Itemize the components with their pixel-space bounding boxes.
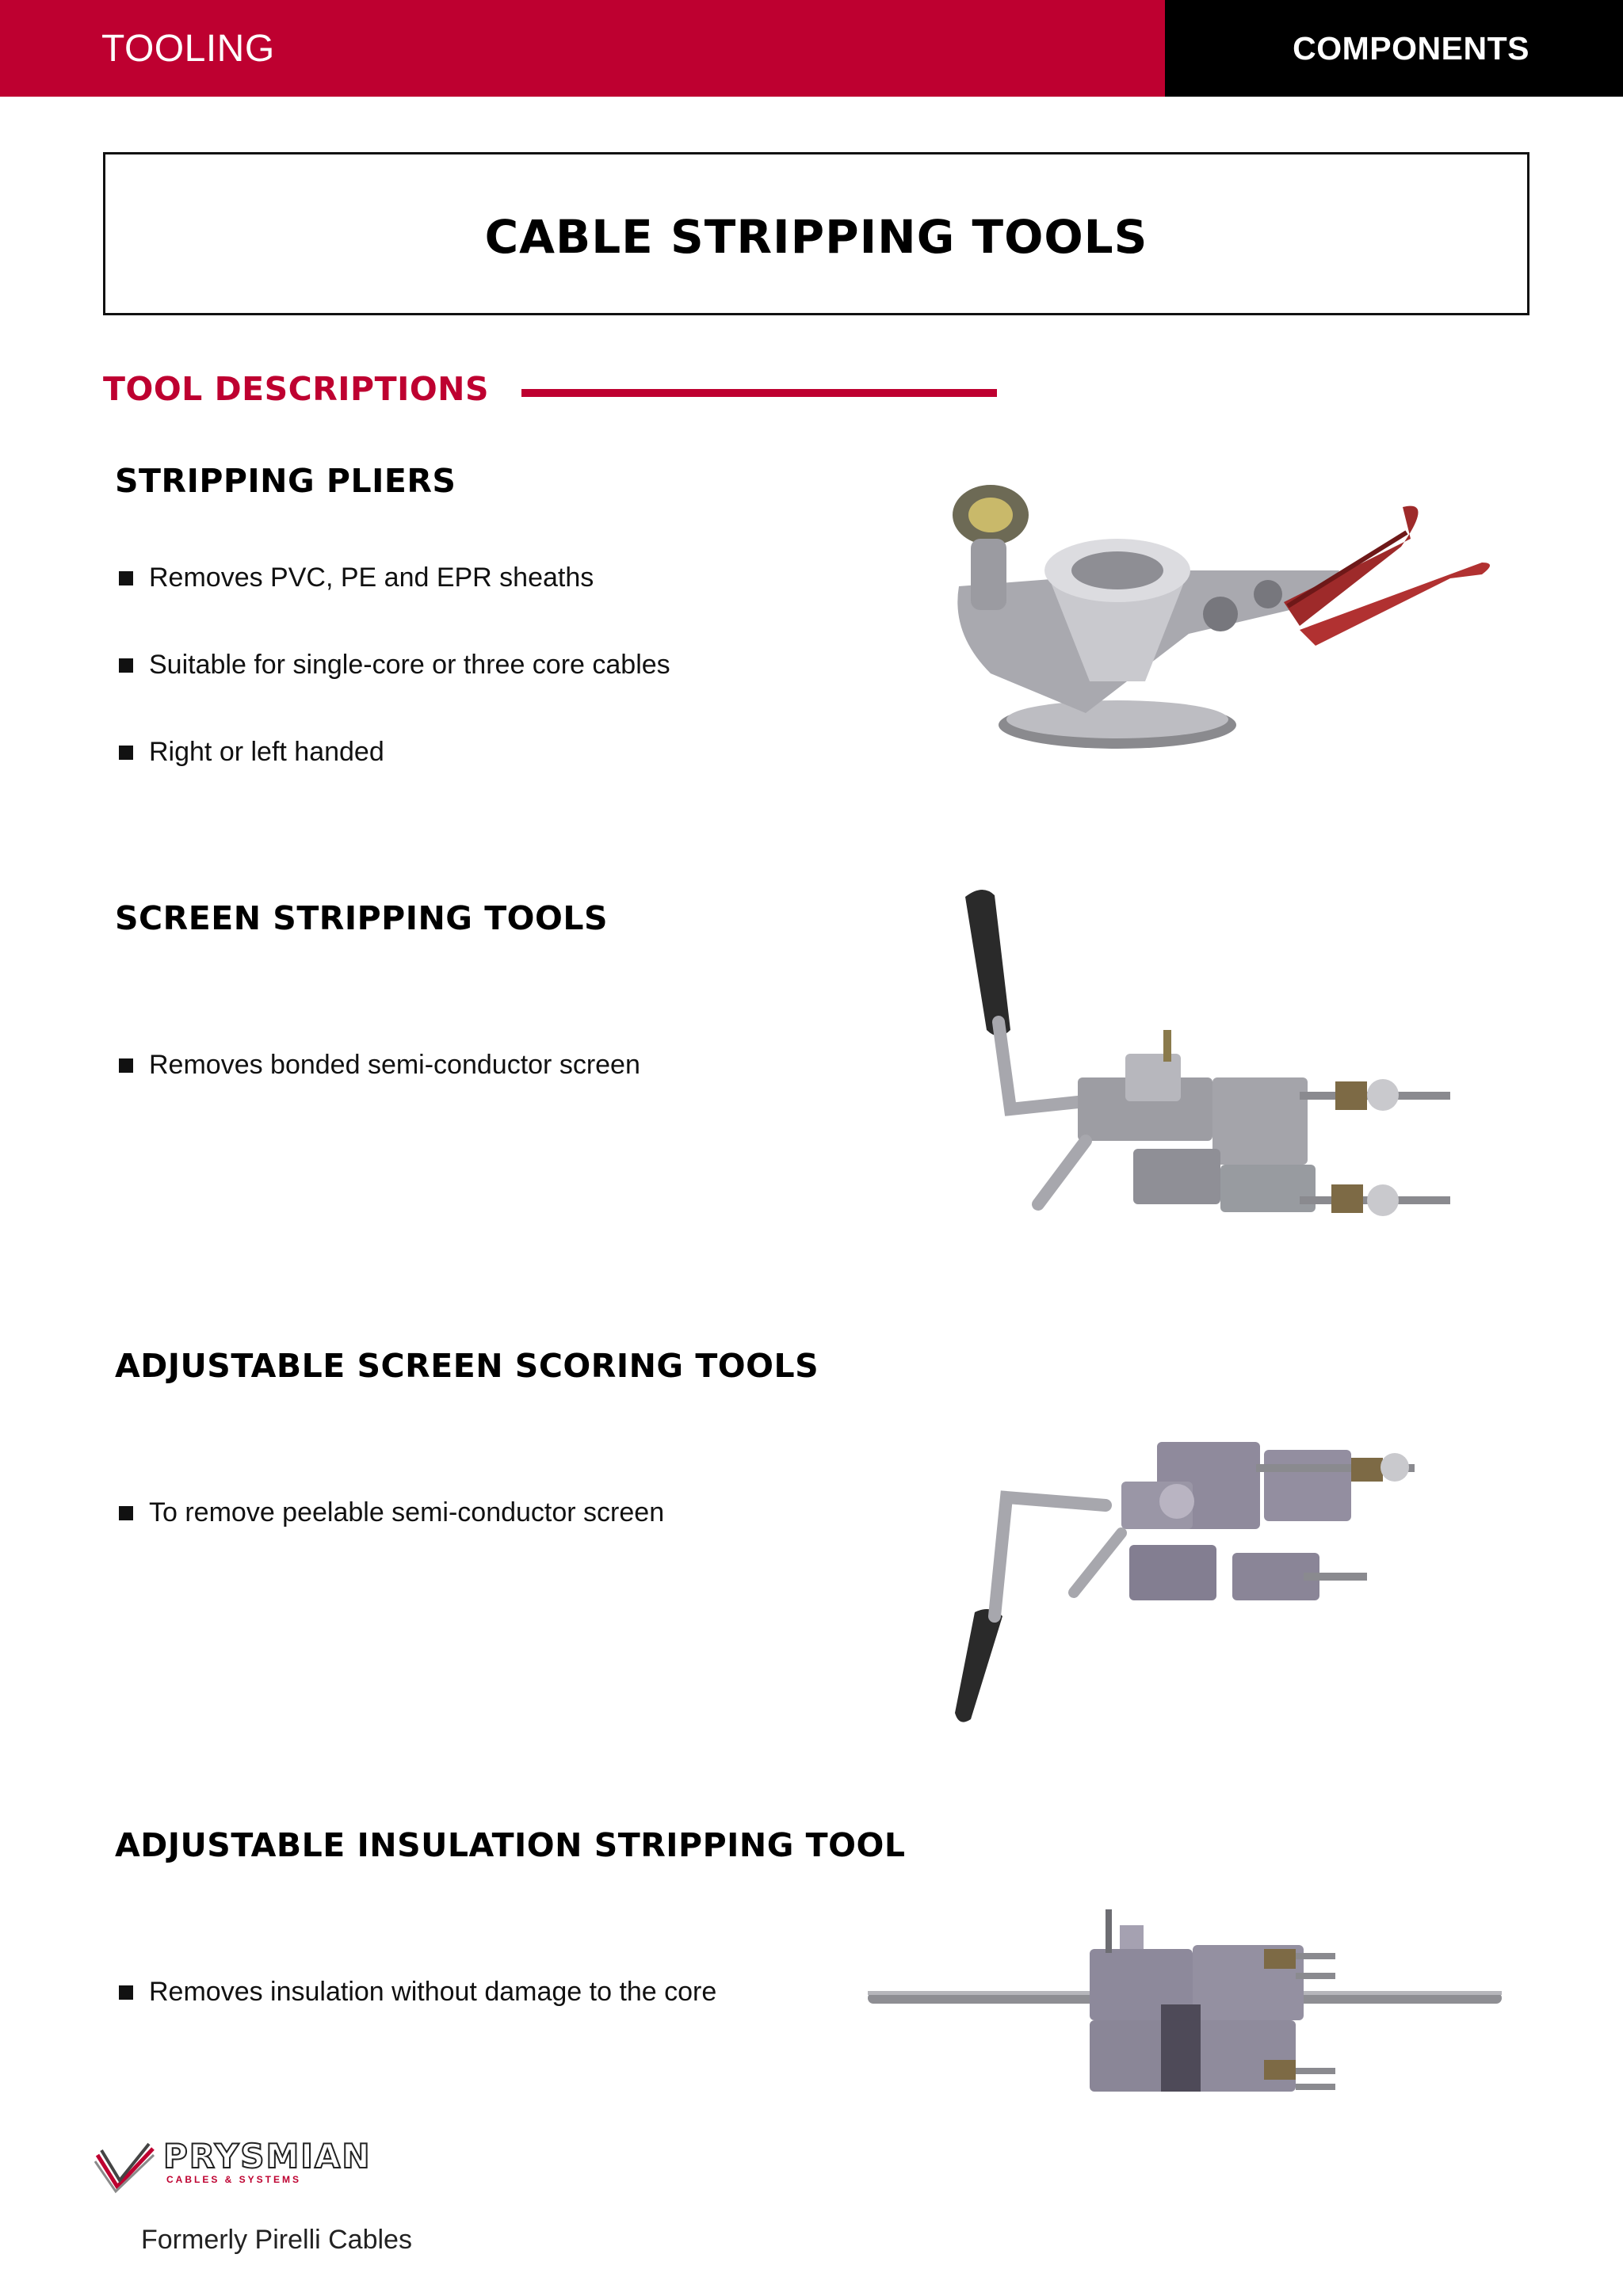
bullet-text: Removes PVC, PE and EPR sheaths xyxy=(149,563,594,593)
bullet-item xyxy=(119,1977,716,2008)
tool-heading-insulation-stripping: ADJUSTABLE INSULATION STRIPPING TOOL xyxy=(115,1826,906,1864)
header-components-label: COMPONENTS xyxy=(1293,30,1529,67)
header-tooling-label: TOOLING xyxy=(101,28,275,70)
screen-scoring-tool-photo xyxy=(947,1426,1438,1727)
bullet-square-icon xyxy=(119,1506,133,1520)
bullet-item xyxy=(119,650,670,681)
bullet-item xyxy=(119,1050,640,1081)
tool-heading-screen-scoring: ADJUSTABLE SCREEN SCORING TOOLS xyxy=(115,1347,819,1385)
header-bar-components xyxy=(1165,0,1623,97)
prysmian-logo-wordmark xyxy=(68,2138,433,2176)
bullet-text: Removes insulation without damage to the core xyxy=(149,1977,717,2007)
stripping-pliers-photo xyxy=(927,475,1514,769)
page-title: CABLE STRIPPING TOOLS xyxy=(484,210,1148,264)
bullet-item xyxy=(119,563,594,593)
bullet-text: To remove peelable semi-conductor screen xyxy=(149,1497,665,1527)
insulation-stripping-tool-photo xyxy=(868,1901,1502,2107)
bullet-item xyxy=(119,737,384,768)
bullet-square-icon xyxy=(119,1985,133,2000)
bullet-text: Suitable for single-core or three core cables xyxy=(149,650,670,680)
header-bar-tooling xyxy=(0,0,1165,97)
bullet-square-icon xyxy=(119,571,133,585)
bullet-item xyxy=(119,1497,664,1528)
bullet-text: Right or left handed xyxy=(149,737,384,767)
bullet-square-icon xyxy=(119,1058,133,1073)
tool-heading-stripping-pliers: STRIPPING PLIERS xyxy=(115,462,456,500)
footer-tagline: Formerly Pirelli Cables xyxy=(141,2225,412,2255)
screen-stripping-tool-photo xyxy=(951,879,1450,1236)
logo-wordmark-text: PRYSMIAN xyxy=(163,2138,372,2176)
section-divider xyxy=(521,389,997,397)
section-label: TOOL DESCRIPTIONS xyxy=(103,370,490,408)
bullet-square-icon xyxy=(119,658,133,673)
logo-subtitle: CABLES & SYSTEMS xyxy=(166,2174,302,2185)
title-box xyxy=(103,152,1529,315)
bullet-text: Removes bonded semi-conductor screen xyxy=(149,1050,640,1080)
tool-heading-screen-stripping: SCREEN STRIPPING TOOLS xyxy=(115,899,609,937)
bullet-square-icon xyxy=(119,746,133,760)
